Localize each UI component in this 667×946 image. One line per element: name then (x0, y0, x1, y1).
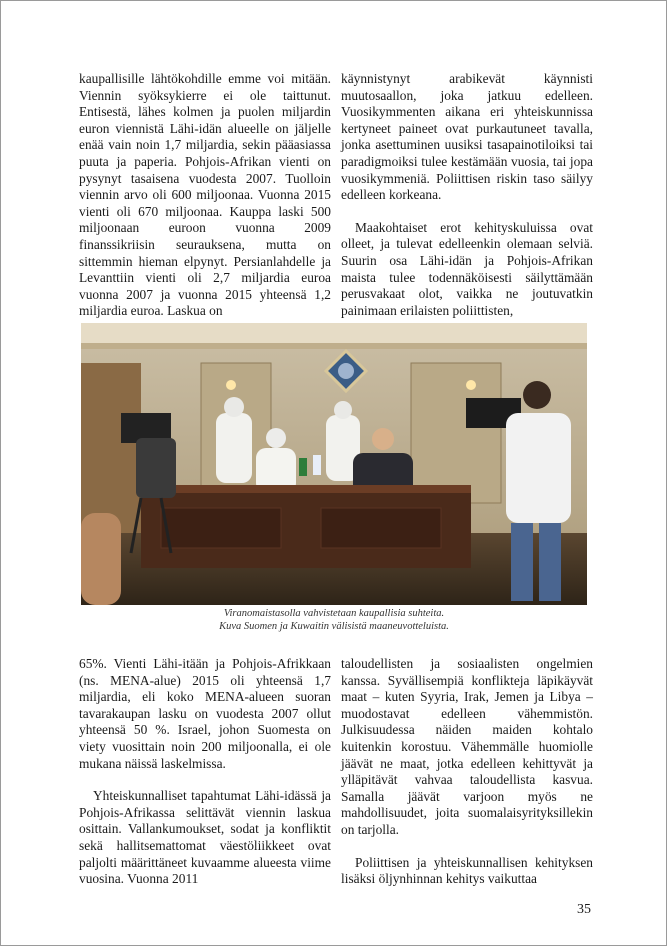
caption-line: Kuva Suomen ja Kuwaitin välisistä maaneuvotteluista. (219, 621, 449, 632)
paragraph: 65%. Vienti Lähi-itään ja Pohjois-Afrikkaan (ns. MENA-alue) 2015 oli yhteensä 1,7 miljardia, eli koko MENA-alueen suoran tavarakaupan lasku on vuodesta 2007 ollut yhteensä 50 %. Israel, johon Suomesta on viety vuosittain noin 200 miljoonalla, ei ole mukana näissä laskelmissa. (79, 656, 331, 771)
press-photo (81, 323, 587, 605)
paragraph: Maakohtaiset erot kehityskuluissa ovat olleet, ja tulevat edelleenkin olemaan selviä. Suurin osa Lähi-idän ja Pohjois-Afrikan maista tulee todennäköisesti säilyttämään perusvakaat olot, vaikka ne joutuvatkin painimaan erilaisten poliittisten, (341, 219, 593, 318)
page-number: 35 (577, 902, 591, 917)
paragraph: taloudellisten ja sosiaalisten ongelmien kanssa. Syvällisempiä konflikteja läpikäyvät maat – kuten Syyria, Irak, Jemen ja Libya – muodostavat edelleen vähemmistön. Julkisuudessa näiden maiden kohtalo kuitenkin korostuu. Vähemmälle huomiolle jäävät ne maat, jotka edelleen kehittyvät ja ylläpitävät vahvaa taloudellista kasvua. Samalla jäävät varjoon myös ne mahdollisuudet, joita suomalaisyrityksillekin on tarjolla. (341, 656, 593, 837)
text-column-bottom-left (79, 656, 331, 888)
text-column-top-left (79, 71, 331, 320)
text-column-top-right (341, 71, 593, 319)
paragraph: kaupallisille lähtökohdille emme voi mitään. Viennin syöksykierre ei ole taittunut. Entisestä, lähes kolmen ja puolen miljardin euron viennistä Lähi-idän alueelle on jäljelle enää vain noin 1,7 miljardia, sekin pääasiassa puuta ja paperia. Pohjois-Afrikan vienti on pysynyt tasaisena vuodesta 2007. Tuolloin viennin arvo oli 600 miljoonaa. Vuonna 2015 vienti oli 670 miljoonaa. Kauppa laski 500 miljoonaan euroon vuonna 2009 finanssikriisin seurauksena, mutta on sittemmin hieman elpynyt. Persianlahdelle ja Levanttiin vienti oli 2,7 miljardia euroa vuonna 2007 ja vuonna 2015 yhteensä 1,2 miljardia euroa. Laskua on (79, 71, 331, 319)
paragraph: käynnistynyt arabikevät käynnisti muutosaallon, joka jatkuu edelleen. Vuosikymmenten aikana eri yhteiskunnissa kertyneet paineet ovat purkautuneet tavalla, jonka asettuminen uusiksi tasapainotiloiksi tai paradigmoiksi tulee kestämään vuosia, tai jopa vuosikymmeniä. Poliittisen riskin taso säilyy edelleen korkeana. (341, 71, 593, 203)
caption-line: Viranomaistasolla vahvistetaan kaupallisia suhteita. (223, 608, 445, 619)
paragraph: Poliittisen ja yhteiskunnallisen kehityksen lisäksi öljynhinnan kehitys vaikuttaa (341, 854, 593, 887)
photo-caption (81, 607, 587, 633)
paragraph: Yhteiskunnalliset tapahtumat Lähi-idässä ja Pohjois-Afrikassa selittävät viennin laskua osittain. Vallankumoukset, sodat ja konfliktit sekä hallitsemattomat väestöliikkeet ovat paljolti määrittäneet kuvaamme alueesta viime vuosina. Vuonna 2011 (79, 788, 331, 887)
text-column-bottom-right (341, 656, 593, 888)
